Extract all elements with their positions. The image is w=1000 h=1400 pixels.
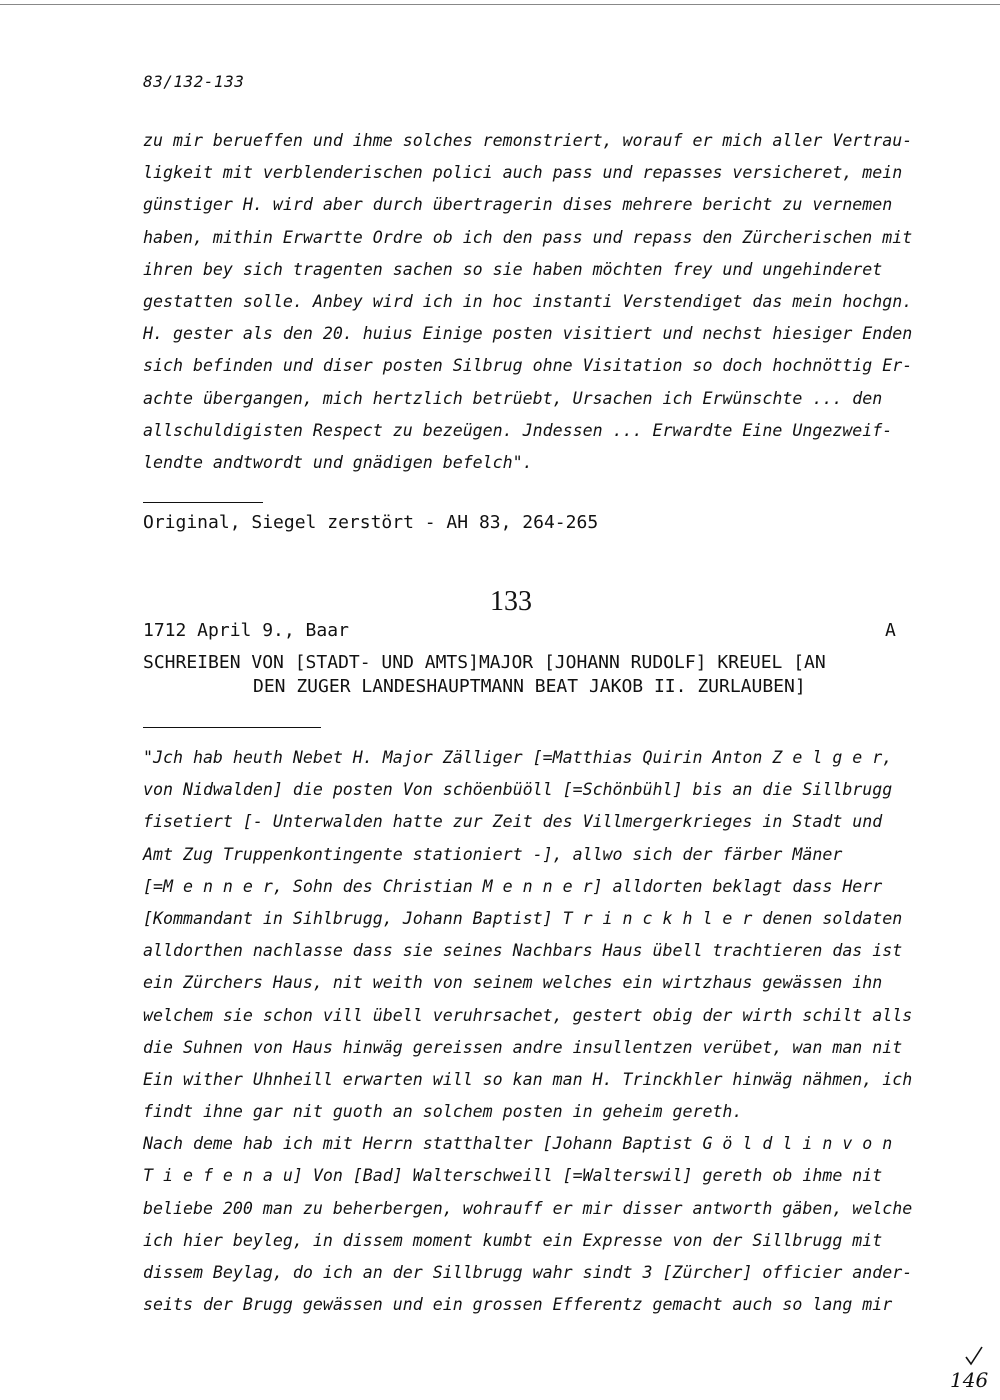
date-place: 1712 April 9., Baar [143,620,349,641]
top-border [0,4,1000,5]
classification-letter: A [885,620,896,641]
text-line: Ein wither Uhnheill erwarten will so kan man H. Trinckhler hinwäg nähmen, ich [143,1069,913,1089]
check-mark-icon [962,1345,986,1367]
text-line: achte übergangen, mich hertzlich betrüebt, Ursachen ich Erwünschte ... den [143,388,883,408]
text-line: welchem sie schon vill übell veruhrsachet, gestert obig der wirth schilt alls [143,1005,913,1025]
text-line: "Jch hab heuth Nebet H. Major Zälliger [=Matthias Quirin Anton Z e l g e r, [143,748,893,767]
text-line: ein Zürchers Haus, nit weith von seinem welches ein wirtzhaus gewässen ihn [143,973,883,993]
text-line: dissem Beylag, do ich an der Sillbrugg wahr sindt 3 [Zürcher] officier ander- [143,1263,913,1282]
section-divider [143,727,321,728]
text-line: von Nidwalden] die posten Von schöenbüöll [=Schönbühl] bis an die Sillbrugg [143,780,893,800]
text-line: ligkeit mit verblenderischen polici auch pass und repasses versicheret, mein [143,163,903,183]
text-line: lendte andtwordt und gnädigen befelch". [143,452,533,472]
text-line: ihren bey sich tragenten sachen so sie haben möchten frey und ungehinderet [143,259,883,279]
text-line: allschuldigisten Respect zu bezeügen. Jndessen ... Erwardte Eine Ungezweif- [143,420,893,440]
document-number: 133 [490,586,532,617]
page-reference: 83/132-133 [143,72,245,91]
text-line: [=M e n n e r, Sohn des Christian M e n n e r] alldorten beklagt dass Herr [143,876,883,896]
text-line: sich befinden und diser posten Silbrug ohne Visitation so doch hochnöttig Er- [143,356,913,376]
text-line: H. gester als den 20. huius Einige posten visitiert und nechst hiesiger Enden [143,324,913,344]
text-line: Nach deme hab ich mit Herrn statthalter [Johann Baptist G ö l d l i n v o n [143,1134,893,1154]
text-line: gestatten solle. Anbey wird ich in hoc instanti Verstendiget das mein hochgn. [143,291,913,311]
text-line: die Suhnen von Haus hinwäg gereissen andre insullentzen verübet, wan man nit [143,1037,903,1057]
continuation-text [143,125,923,479]
page-number-stamp: 146 [950,1368,989,1392]
text-line: Amt Zug Truppenkontingente stationiert -], allwo sich der färber Mäner [143,844,843,864]
source-note: Original, Siegel zerstört - AH 83, 264-265 [143,512,599,533]
document-title-line: DEN ZUGER LANDESHAUPTMANN BEAT JAKOB II. ZURLAUBEN] [253,676,806,697]
text-line: findt ihne gar nit guoth an solchem posten in geheim gereth. [143,1102,743,1122]
text-line: [Kommandant in Sihlbrugg, Johann Baptist] T r i n c k h l e r denen soldaten [143,908,903,928]
text-line: günstiger H. wird aber durch übertragerin dises mehrere bericht zu vernemen [143,195,893,215]
text-line: fisetiert [- Unterwalden hatte zur Zeit des Villmergerkrieges in Stadt und [143,812,883,832]
text-line: haben, mithin Erwartte Ordre ob ich den pass und repass den Zürcherischen mit [143,227,913,247]
letter-body [143,742,923,1321]
text-line: ich hier beyleg, in dissem moment kumbt ein Expresse von der Sillbrugg mit [143,1230,883,1250]
section-divider [143,502,263,503]
document-title-line: SCHREIBEN VON [STADT- UND AMTS]MAJOR [JOHANN RUDOLF] KREUEL [AN [143,652,826,673]
text-line: T i e f e n a u] Von [Bad] Walterschweill [=Walterswil] gereth ob ihme nit [143,1166,883,1186]
text-line: seits der Brugg gewässen und ein grossen Efferentz gemacht auch so lang mir [143,1295,893,1315]
text-line: zu mir berueffen und ihme solches remonstriert, worauf er mich aller Vertrau- [143,131,913,150]
text-line: beliebe 200 man zu beherbergen, wohrauff er mir disser antworth gäben, welche [143,1198,913,1218]
text-line: alldorthen nachlasse dass sie seines Nachbars Haus übell trachtieren das ist [143,941,903,961]
